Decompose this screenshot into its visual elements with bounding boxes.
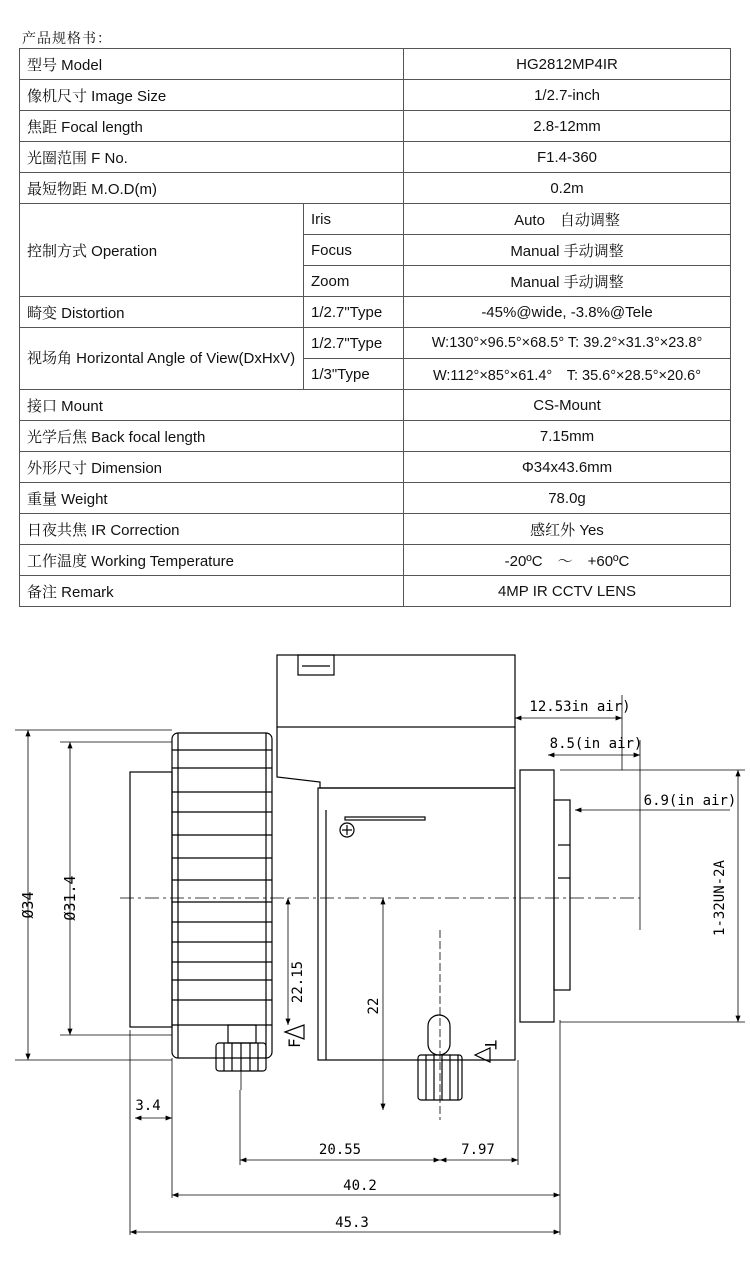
focus-ring-grip	[172, 733, 272, 1058]
working-temp-value: -20ºC ～ +60ºC	[404, 545, 731, 576]
back-focal-label: 光学后焦 Back focal length	[20, 421, 404, 452]
dim-7-97: 7.97	[461, 1142, 495, 1158]
table-row	[20, 421, 731, 452]
ir-correction-label: 日夜共焦 IR Correction	[20, 514, 404, 545]
lens-dimension-drawing	[0, 630, 750, 1276]
lens-barrel-rib	[345, 817, 425, 820]
image-size-label: 像机尺寸 Image Size	[20, 80, 404, 111]
focus-ring	[172, 733, 272, 1058]
table-row	[20, 452, 731, 483]
view-angle-label: 视场角 Horizontal Angle of View(DxHxV)	[20, 328, 304, 390]
table-row	[20, 142, 731, 173]
model-value: HG2812MP4IR	[404, 49, 731, 80]
mod-value: 0.2m	[404, 173, 731, 204]
view-angle-type-2: 1/3"Type	[304, 359, 404, 390]
dim-031-4: Ø31.4	[61, 875, 79, 921]
dim-22: 22	[366, 997, 382, 1015]
zoom-mark-t: T	[481, 1040, 500, 1050]
focus-mark-triangle-icon	[285, 1025, 304, 1039]
dimension-label: 外形尺寸 Dimension	[20, 452, 404, 483]
lens-housing-side	[277, 727, 515, 788]
mount-label: 接口 Mount	[20, 390, 404, 421]
dim-45-3: 45.3	[335, 1215, 369, 1231]
ir-correction-value: 感红外 Yes	[404, 514, 731, 545]
distortion-type: 1/2.7"Type	[304, 297, 404, 328]
table-row	[20, 49, 731, 80]
view-angle-value-2: W:112°×85°×61.4° T: 35.6°×28.5°×20.6°	[404, 359, 731, 390]
spec-table	[19, 48, 731, 607]
dimension-value: Φ34x43.6mm	[404, 452, 731, 483]
dim-6-9: 6.9(in air)	[643, 793, 737, 809]
dim-22-15: 22.15	[290, 960, 306, 1004]
rear-element	[554, 800, 570, 990]
weight-label: 重量 Weight	[20, 483, 404, 514]
focus-knob-stem	[228, 1025, 256, 1043]
back-focal-value: 7.15mm	[404, 421, 731, 452]
distortion-value: -45%@wide, -3.8%@Tele	[404, 297, 731, 328]
table-row	[20, 576, 731, 607]
front-element	[130, 772, 172, 1027]
working-temp-label: 工作温度 Working Temperature	[20, 545, 404, 576]
table-row	[20, 111, 731, 142]
weight-value: 78.0g	[404, 483, 731, 514]
remark-value: 4MP IR CCTV LENS	[404, 576, 731, 607]
table-row	[20, 545, 731, 576]
table-row	[20, 514, 731, 545]
mod-label: 最短物距 M.O.D(m)	[20, 173, 404, 204]
dim-20-55: 20.55	[318, 1142, 362, 1158]
table-row	[20, 80, 731, 111]
zoom-value: Manual 手动调整	[404, 266, 731, 297]
view-angle-type-1: 1/2.7"Type	[304, 328, 404, 359]
distortion-label: 畸变 Distortion	[20, 297, 304, 328]
zoom-label: Zoom	[304, 266, 404, 297]
iris-label: Iris	[304, 204, 404, 235]
table-row	[20, 328, 731, 359]
mount-value: CS-Mount	[404, 390, 731, 421]
model-label: 型号 Model	[20, 49, 404, 80]
dim-8-5: 8.5(in air)	[549, 736, 643, 752]
thread-spec: 1-32UN-2A	[712, 860, 728, 936]
f-no-value: F1.4-360	[404, 142, 731, 173]
dim-3-4: 3.4	[135, 1098, 161, 1114]
dim-12-53: 12.53in air)	[529, 699, 631, 715]
focal-length-value: 2.8-12mm	[404, 111, 731, 142]
remark-label: 备注 Remark	[20, 576, 404, 607]
focal-length-label: 焦距 Focal length	[20, 111, 404, 142]
f-no-label: 光圈范围 F No.	[20, 142, 404, 173]
dim-40-2: 40.2	[343, 1178, 377, 1194]
zoom-knob-stem	[428, 1015, 450, 1055]
operation-label: 控制方式 Operation	[20, 204, 304, 297]
table-row	[20, 204, 731, 235]
lens-top-notch	[298, 655, 334, 675]
iris-value: Auto 自动调整	[404, 204, 731, 235]
focus-mark-f: F	[285, 1038, 304, 1048]
spec-caption: 产品规格书：	[22, 30, 112, 46]
table-row	[20, 173, 731, 204]
focus-value: Manual 手动调整	[404, 235, 731, 266]
view-angle-value-1: W:130°×96.5°×68.5° T: 39.2°×31.3°×23.8°	[404, 328, 731, 359]
image-size-value: 1/2.7-inch	[404, 80, 731, 111]
cs-mount-thread	[520, 770, 554, 1022]
dim-034: Ø34	[19, 891, 37, 919]
table-row	[20, 297, 731, 328]
focus-label: Focus	[304, 235, 404, 266]
table-row	[20, 483, 731, 514]
table-row	[20, 390, 731, 421]
